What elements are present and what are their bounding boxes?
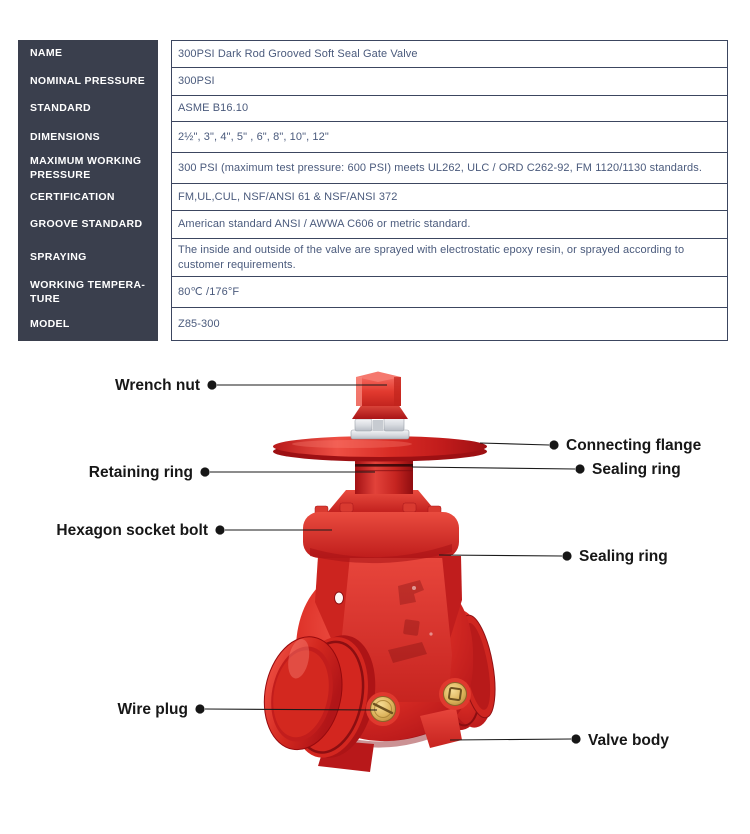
leader-line bbox=[412, 467, 575, 469]
spec-value-text: American standard ANSI / AWWA C606 or metric standard. bbox=[178, 218, 471, 231]
spec-value-text: FM,UL,CUL, NSF/ANSI 61 & NSF/ANSI 372 bbox=[178, 190, 398, 203]
spec-value-text: Z85-300 bbox=[178, 317, 220, 330]
spec-label-text: NAME bbox=[30, 47, 63, 60]
spec-value-text: 300PSI bbox=[178, 75, 215, 88]
stem-nut-stack bbox=[351, 417, 409, 439]
callout-label-sealing-ring-mid: Sealing ring bbox=[579, 548, 668, 565]
callout-label-retaining-ring: Retaining ring bbox=[88, 464, 193, 481]
spec-label-text: SPRAYING bbox=[30, 251, 87, 264]
callout-label-hexagon-socket-bolt: Hexagon socket bolt bbox=[56, 522, 208, 539]
wire-plug-rear bbox=[439, 678, 471, 710]
wrench-nut-shape bbox=[356, 372, 401, 407]
callout-retaining-ring bbox=[89, 464, 375, 481]
callout-label-sealing-ring-top: Sealing ring bbox=[592, 461, 681, 478]
spec-value-text: ASME B16.10 bbox=[178, 102, 249, 115]
callout-valve-body bbox=[450, 732, 669, 749]
spec-label-text: WORKING TEMPERA-TURE bbox=[30, 278, 146, 305]
leader-dot bbox=[200, 467, 209, 476]
spec-label-text: DIMENSIONS bbox=[30, 130, 101, 143]
callout-label-connecting-flange: Connecting flange bbox=[566, 437, 702, 454]
callout-sealing-ring-top bbox=[412, 461, 681, 478]
callout-connecting-flange bbox=[480, 437, 702, 454]
leader-line bbox=[480, 443, 549, 445]
leader-line bbox=[439, 555, 562, 556]
leader-dot bbox=[215, 525, 224, 534]
spec-value-text: The inside and outside of the valve are sprayed with electrostatic epoxy resin, or sprayed according to customer requirements. bbox=[178, 243, 685, 271]
leader-dot bbox=[207, 380, 216, 389]
spec-value-text: 80℃ /176°F bbox=[178, 285, 240, 298]
wire-plug-front bbox=[366, 692, 400, 726]
spec-value-text: 2½", 3", 4", 5" , 6", 8", 10", 12" bbox=[178, 130, 329, 143]
callout-sealing-ring-mid bbox=[439, 548, 668, 565]
spec-value-text: 300PSI Dark Rod Grooved Soft Seal Gate Valve bbox=[178, 47, 418, 60]
leader-dot bbox=[195, 704, 204, 713]
callout-hexagon-socket-bolt bbox=[56, 522, 332, 539]
spec-label-text: STANDARD bbox=[30, 102, 91, 115]
leader-line bbox=[450, 739, 571, 740]
retaining-ring-groove bbox=[355, 464, 413, 467]
spec-label-text: GROOVE STANDARD bbox=[30, 218, 143, 231]
spec-label-text: NOMINAL PRESSURE bbox=[30, 75, 146, 88]
callout-wrench-nut bbox=[115, 377, 387, 394]
spec-label-text: CERTIFICATION bbox=[30, 190, 115, 203]
callout-label-wire-plug: Wire plug bbox=[117, 701, 188, 718]
leader-dot bbox=[571, 734, 580, 743]
leader-dot bbox=[562, 551, 571, 560]
valve-illustration bbox=[254, 372, 503, 773]
leader-dot bbox=[575, 464, 584, 473]
spec-label-text: MAXIMUM WORKING PRESSURE bbox=[30, 154, 142, 181]
callout-label-wrench-nut: Wrench nut bbox=[115, 377, 200, 394]
wrench-nut-skirt bbox=[352, 404, 408, 419]
leader-dot bbox=[549, 440, 558, 449]
spec-label-text: MODEL bbox=[30, 317, 70, 330]
spec-value-text: 300 PSI (maximum test pressure: 600 PSI) meets UL262, ULC / ORD C262-92, FM 1120/1130 standards. bbox=[178, 161, 702, 174]
callout-label-valve-body: Valve body bbox=[588, 732, 669, 749]
wing-bolt-hole bbox=[335, 592, 344, 604]
